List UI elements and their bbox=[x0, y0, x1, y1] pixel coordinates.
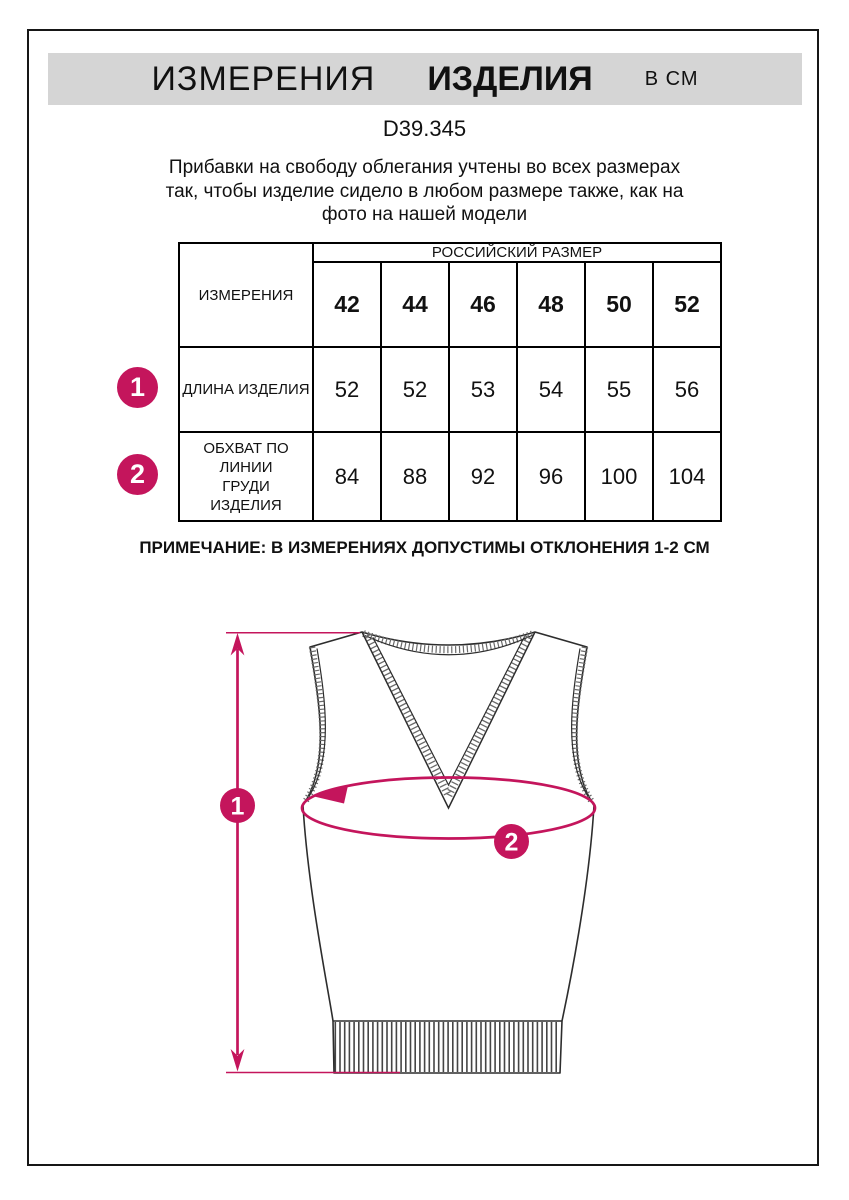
col-header-measurements: ИЗМЕРЕНИЯ bbox=[179, 243, 313, 347]
col-header-russian-size: РОССИЙСКИЙ РАЗМЕР bbox=[313, 243, 721, 262]
title-unit: В СМ bbox=[644, 67, 699, 90]
tolerance-note: ПРИМЕЧАНИЕ: В ИЗМЕРЕНИЯХ ДОПУСТИМЫ ОТКЛОНЕНИЯ 1-2 СМ bbox=[139, 538, 710, 557]
vest-silhouette bbox=[303, 632, 594, 1073]
table-row bbox=[179, 432, 721, 521]
row-label-length: ДЛИНА ИЗДЕЛИЯ bbox=[179, 347, 313, 432]
size-header: 42 bbox=[313, 262, 381, 347]
value-cell: 55 bbox=[585, 347, 653, 432]
intro-line: фото на нашей модели bbox=[321, 204, 528, 225]
value-cell: 56 bbox=[653, 347, 721, 432]
diagram-marker-2-label: 2 bbox=[504, 828, 519, 857]
row-label-chest: ОБХВАТ ПО ЛИНИИ ГРУДИ ИЗДЕЛИЯ bbox=[179, 432, 313, 521]
value-cell: 54 bbox=[517, 347, 585, 432]
title-measurements: ИЗМЕРЕНИЯ bbox=[151, 59, 376, 98]
table-row bbox=[179, 347, 721, 432]
value-cell: 96 bbox=[517, 432, 585, 521]
diagram-marker-1-label: 1 bbox=[230, 792, 245, 821]
title-product: ИЗДЕЛИЯ bbox=[427, 59, 593, 98]
page-title bbox=[48, 53, 802, 105]
value-cell: 92 bbox=[449, 432, 517, 521]
value-cell: 104 bbox=[653, 432, 721, 521]
measurements-table-wrap bbox=[178, 242, 722, 522]
size-header: 50 bbox=[585, 262, 653, 347]
value-cell: 88 bbox=[381, 432, 449, 521]
intro-line: так, чтобы изделие сидело в любом размере также, как на bbox=[165, 180, 684, 202]
value-cell: 100 bbox=[585, 432, 653, 521]
row1-number-badge: 1 bbox=[117, 367, 158, 408]
value-cell: 52 bbox=[313, 347, 381, 432]
row2-number-badge: 2 bbox=[117, 454, 158, 495]
value-cell: 52 bbox=[381, 347, 449, 432]
value-cell: 84 bbox=[313, 432, 381, 521]
size-header: 46 bbox=[449, 262, 517, 347]
size-header: 44 bbox=[381, 262, 449, 347]
size-header: 52 bbox=[653, 262, 721, 347]
intro-paragraph bbox=[0, 156, 849, 227]
measurements-table bbox=[178, 242, 722, 522]
value-cell: 53 bbox=[449, 347, 517, 432]
intro-line: Прибавки на свободу облегания учтены во всех размерах bbox=[168, 157, 681, 178]
size-header: 48 bbox=[517, 262, 585, 347]
product-code: D39.345 bbox=[382, 116, 467, 141]
garment-diagram bbox=[200, 590, 650, 1090]
